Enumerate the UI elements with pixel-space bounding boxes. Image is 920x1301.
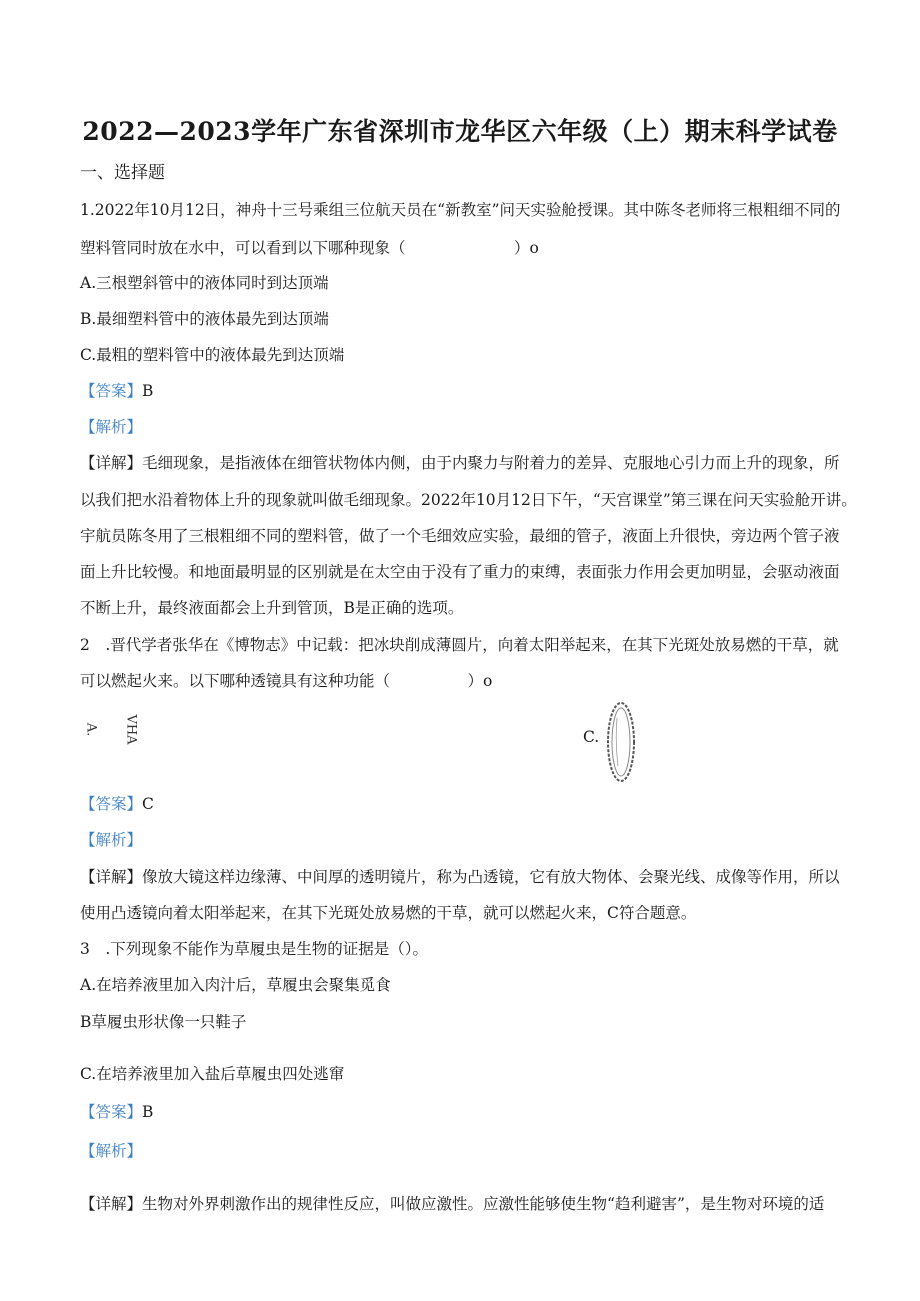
q3-analysis-tag: 【解析】 [80, 1142, 143, 1160]
q3-option-b: B草履虫形状像一只鞋子 [80, 1013, 247, 1031]
page-title: 2022—2023学年广东省深圳市龙华区六年级（上）期末科学试卷 [82, 117, 838, 146]
q1-detail-line-5: 不断上升，最终液面都会上升到管顶，B是正确的选项。 [80, 599, 464, 617]
detail-tag: 【详解】 [80, 454, 143, 472]
q3-answer [80, 1101, 153, 1123]
detail-tag: 【详解】 [80, 868, 143, 886]
q1-detail-line-1 [80, 452, 840, 474]
q1-detail-line-4: 面上升比较慢。和地面最明显的区别就是在太空由于没有了重力的束缚，表面张力作用会更加明显，会驱动液面 [80, 563, 840, 581]
q1-answer [80, 380, 153, 402]
q3-stem: 3 .下列现象不能作为草履虫是生物的证据是（）。 [80, 940, 429, 958]
q2-detail-line-2: 使用凸透镜向着太阳举起来，在其下光斑处放易燃的干草，就可以燃起火来，C符合题意。 [80, 904, 697, 922]
answer-tag: 【答案】 [80, 795, 143, 813]
answer-tag: 【答案】 [80, 1103, 143, 1121]
q1-detail-line-2: 以我们把水沿着物体上升的现象就叫做毛细现象。2022年10月12日下午，“天宫课堂”第三课在问天实验舱开讲。 [80, 491, 857, 509]
q3-detail-line-1 [80, 1193, 824, 1215]
q2-detail-line-1 [80, 866, 840, 888]
q2-option-a [83, 714, 160, 745]
q2-analysis-tag: 【解析】 [80, 831, 143, 849]
answer-value: B [142, 382, 154, 400]
q1-stem-line-2: 塑料管同时放在水中，可以看到以下哪种现象（ ）o [80, 239, 539, 257]
answer-value: B [142, 1103, 154, 1121]
q2-stem-line-1: 2 .晋代学者张华在《博物志》中记载：把冰块削成薄圆片，向着太阳举起来，在其下光斑处放易燃的干草，就 [80, 636, 839, 654]
detail-text: 生物对外界刺激作出的规律性反应，叫做应激性。应激性能够使生物“趋利避害”，是生物对环境的适 [142, 1195, 825, 1213]
q1-analysis-tag: 【解析】 [80, 418, 143, 436]
concave-lens-glyph: VHA [123, 714, 139, 745]
q3-option-c: C.在培养液里加入盐后草履虫四处逃窜 [80, 1065, 345, 1083]
detail-text: 像放大镜这样边缘薄、中间厚的透明镜片，称为凸透镜，它有放大物体、会聚光线、成像等作用，所以 [142, 868, 840, 886]
q2-option-c-label: C. [583, 728, 600, 746]
q1-option-c: C.最粗的塑料管中的液体最先到达顶端 [80, 346, 345, 364]
option-a-label: A. [83, 722, 99, 737]
q3-option-a: A.在培养液里加入肉汁后，草履虫会聚集觅食 [80, 976, 391, 994]
q1-option-a: A.三根塑斜管中的液体同时到达顶端 [80, 274, 329, 292]
q2-answer [80, 793, 154, 815]
convex-lens-icon [604, 700, 638, 784]
q1-stem-line-1: 1.2022年10月12日，神舟十三号乘组三位航天员在“新教室”问天实验舱授课。其中陈冬老师将三根粗细不同的 [80, 201, 841, 219]
q2-stem-line-2: 可以燃起火来。以下哪种透镜具有这种功能（ ）o [80, 672, 493, 690]
detail-tag: 【详解】 [80, 1195, 143, 1213]
answer-tag: 【答案】 [80, 382, 143, 400]
q1-option-b: B.最细塑料管中的液体最先到达顶端 [80, 310, 329, 328]
section-heading: 一、选择题 [80, 163, 165, 183]
q1-detail-line-3: 宇航员陈冬用了三根粗细不同的塑料管，做了一个毛细效应实验，最细的管子，液面上升很快，旁边两个管子液 [80, 527, 840, 545]
answer-value: C [142, 795, 154, 813]
detail-text: 毛细现象，是指液体在细管状物体内侧，由于内聚力与附着力的差异、克服地心引力而上升的现象，所 [142, 454, 840, 472]
